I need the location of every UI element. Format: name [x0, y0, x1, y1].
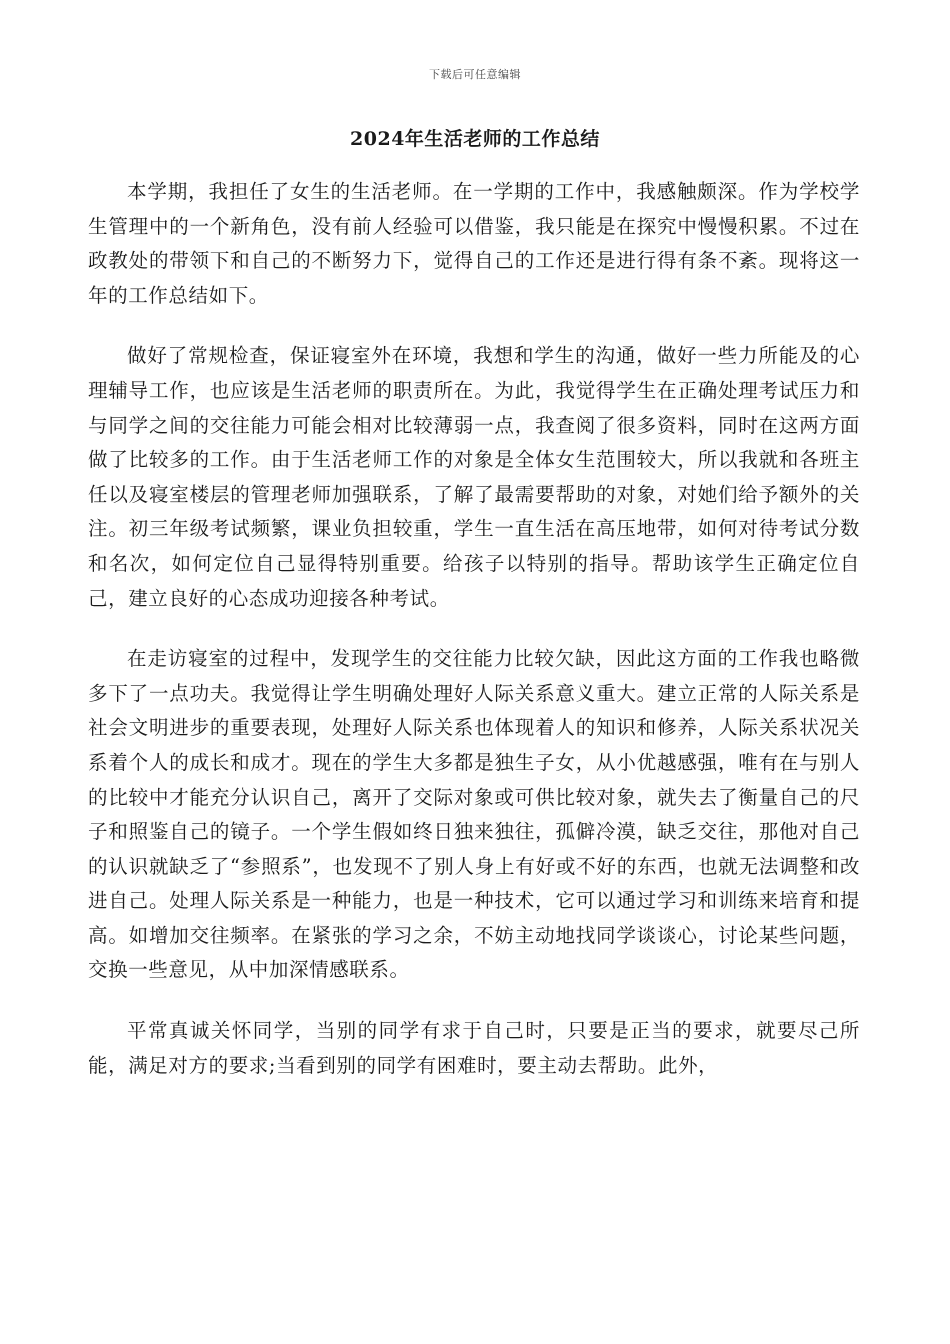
paragraph-1: 本学期，我担任了女生的生活老师。在一学期的工作中，我感触颇深。作为学校学生管理中的一个新角色，没有前人经验可以借鉴，我只能是在探究中慢慢积累。不过在政教处的带领下和自己的不断努力下，觉得自己的工作还是进行得有条不紊。现将这一年的工作总结如下。	[88, 180, 860, 307]
paragraph-4: 平常真诚关怀同学，当别的同学有求于自己时，只要是正当的要求，就要尽己所能，满足对方的要求;当看到别的同学有困难时，要主动去帮助。此外，	[88, 1019, 860, 1077]
document-title: 2024年生活老师的工作总结	[350, 128, 600, 150]
document-body	[88, 175, 860, 1109]
paragraph-2: 做好了常规检查，保证寝室外在环境，我想和学生的沟通，做好一些力所能及的心理辅导工作，也应该是生活老师的职责所在。为此，我觉得学生在正确处理考试压力和与同学之间的交往能力可能会相对比较薄弱一点，我查阅了很多资料，同时在这两方面做了比较多的工作。由于生活老师工作的对象是全体女生范围较大，所以我就和各班主任以及寝室楼层的管理老师加强联系，了解了最需要帮助的对象，对她们给予额外的关注。初三年级考试频繁，课业负担较重，学生一直生活在高压地带，如何对待考试分数和名次，如何定位自己显得特别重要。给孩子以特别的指导。帮助该学生正确定位自己，建立良好的心态成功迎接各种考试。	[88, 344, 860, 610]
paragraph-3: 在走访寝室的过程中，发现学生的交往能力比较欠缺，因此这方面的工作我也略微多下了一点功夫。我觉得让学生明确处理好人际关系意义重大。建立正常的人际关系是社会文明进步的重要表现，处理好人际关系也体现着人的知识和修养，人际关系状况关系着个人的成长和成才。现在的学生大多都是独生子女，从小优越感强，唯有在与别人的比较中才能充分认识自己，离开了交际对象或可供比较对象，就失去了衡量自己的尺子和照鉴自己的镜子。一个学生假如终日独来独往，孤僻冷漠，缺乏交往，那他对自己的认识就缺乏了“参照系”，也发现不了别人身上有好或不好的东西，也就无法调整和改进自己。处理人际关系是一种能力，也是一种技术，它可以通过学习和训练来培育和提高。如增加交往频率。在紧张的学习之余，不妨主动地找同学谈谈心，讨论某些问题，交换一些意见，从中加深情感联系。	[88, 647, 860, 982]
page-header-note: 下载后可任意编辑	[429, 68, 521, 81]
